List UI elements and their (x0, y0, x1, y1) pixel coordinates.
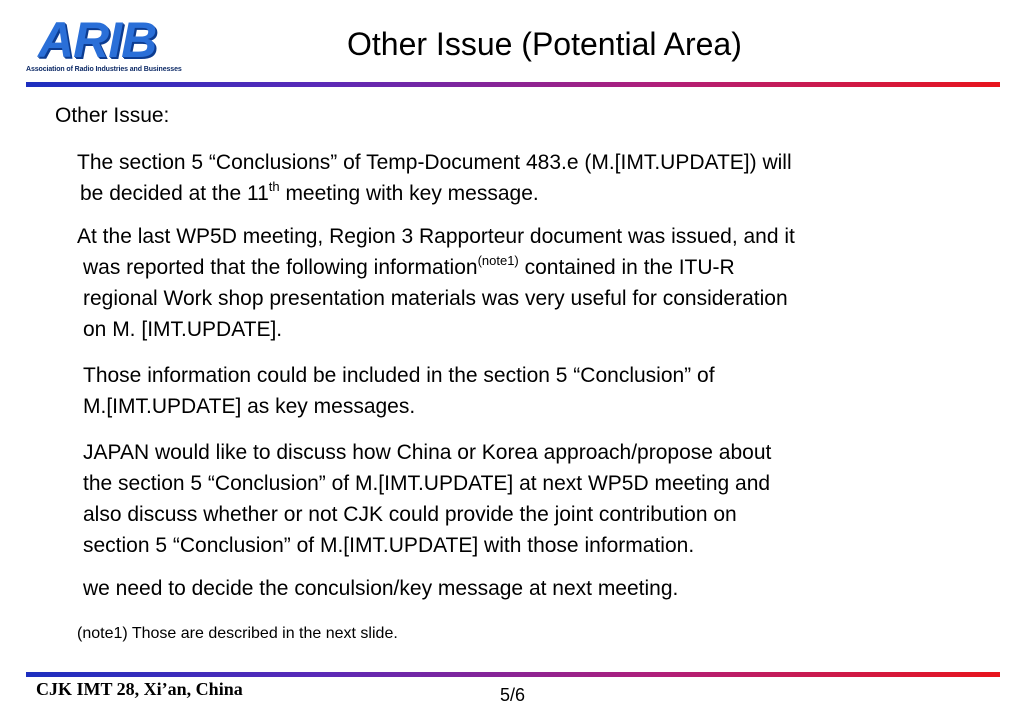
p1-superscript: th (268, 179, 280, 194)
p1-line2 (80, 178, 995, 209)
p2-line2-text: was reported that the following information (83, 256, 478, 279)
p2-line2 (77, 252, 992, 283)
logo-subtitle: Association of Radio Industries and Businesses (26, 66, 182, 73)
p2-line3: regional Work shop presentation materials was very useful for consideration (83, 287, 788, 310)
p4-line1: JAPAN would like to discuss how China or Korea approach/propose about (83, 441, 772, 464)
p4-line3: also discuss whether or not CJK could provide the joint contribution on (83, 503, 737, 526)
paragraph-conclusions (77, 147, 995, 209)
p3-line2: M.[IMT.UPDATE] as key messages. (83, 395, 416, 418)
section-heading: Other Issue: (55, 104, 170, 127)
header-divider (26, 82, 1000, 87)
logo-wordmark: ARIB (38, 12, 157, 68)
p4-line2: the section 5 “Conclusion” of M.[IMT.UPDATE] at next WP5D meeting and (83, 472, 771, 495)
paragraph-key-messages (83, 360, 998, 422)
p1-line2-text: be decided at the 11 (80, 182, 269, 205)
slide-title: Other Issue (Potential Area) (347, 26, 742, 62)
p5-line1: we need to decide the conculsion/key message at next meeting. (83, 577, 679, 600)
p3-line1: Those information could be included in the section 5 “Conclusion” of (83, 364, 715, 387)
footer-divider (26, 672, 1000, 677)
p2-line2-rest: contained in the ITU-R (518, 256, 735, 279)
p2-line1: At the last WP5D meeting, Region 3 Rapporteur document was issued, and it (77, 225, 795, 248)
page-number: 5/6 (500, 685, 526, 705)
paragraph-japan-proposal (83, 437, 998, 561)
p2-note-ref: (note1) (477, 253, 519, 268)
footnote: (note1) Those are described in the next slide. (77, 625, 398, 642)
p4-line4: section 5 “Conclusion” of M.[IMT.UPDATE] with those information. (83, 534, 695, 557)
p1-line1: The section 5 “Conclusions” of Temp-Document 483.e (M.[IMT.UPDATE]) will (77, 151, 792, 174)
paragraph-next-meeting (83, 573, 998, 604)
p2-line4: on M. [IMT.UPDATE]. (83, 318, 283, 341)
arib-logo (26, 14, 186, 76)
paragraph-last-meeting (77, 221, 992, 345)
p1-line2-rest: meeting with key message. (279, 182, 539, 205)
footer-event: CJK IMT 28, Xi’an, China (36, 679, 243, 699)
